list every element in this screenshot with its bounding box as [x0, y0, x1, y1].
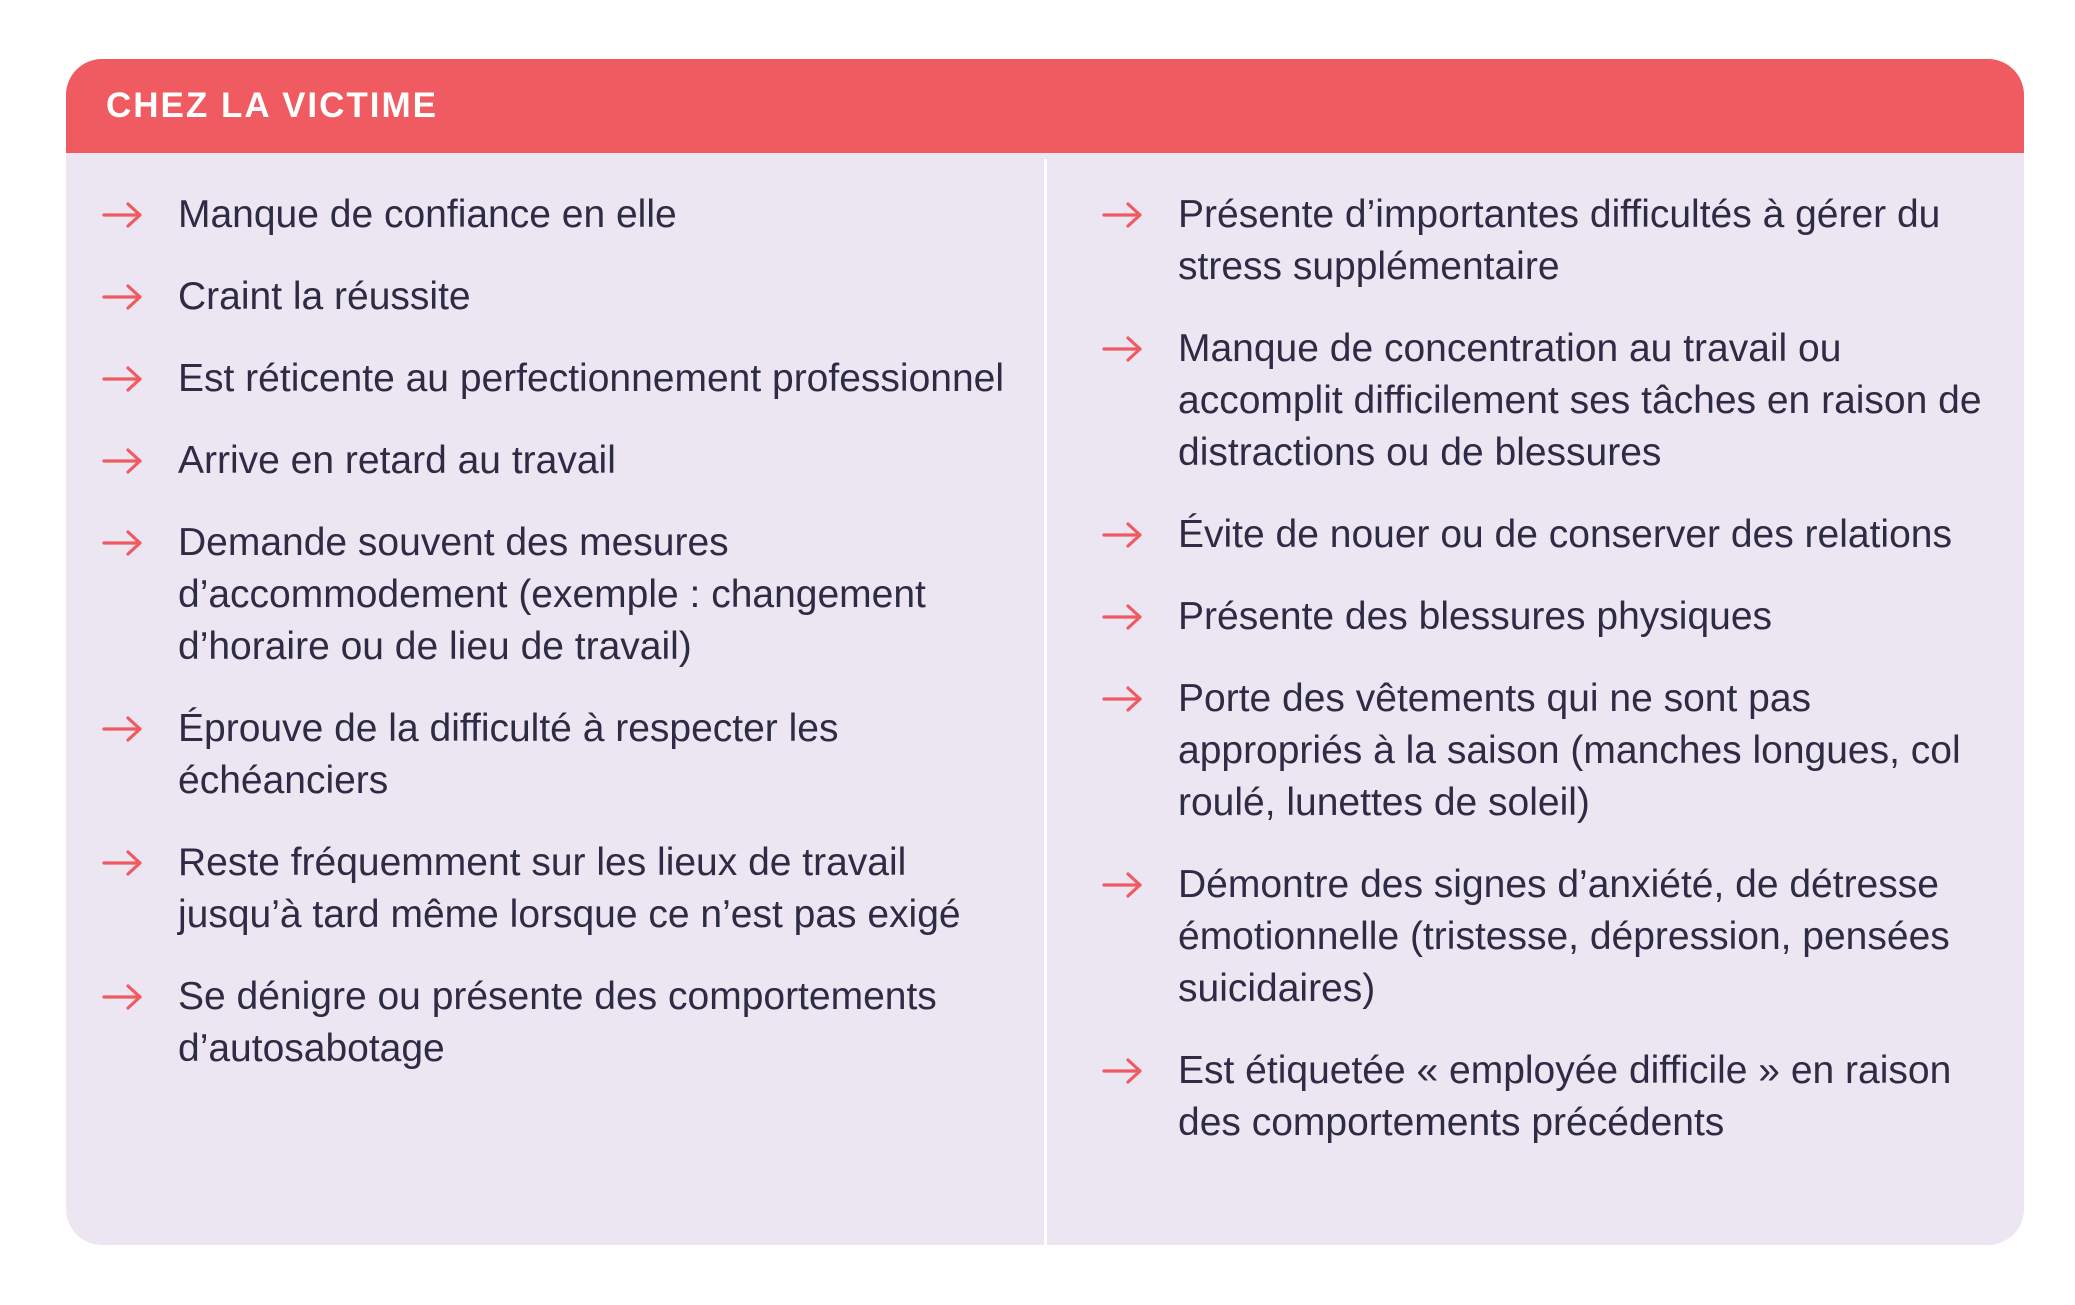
- arrow-right-icon: [1102, 1045, 1144, 1097]
- arrow-right-icon: [1102, 859, 1144, 911]
- list-item: [102, 517, 1024, 673]
- left-indicator-list: [102, 189, 1024, 1075]
- list-item-text: Manque de confiance en elle: [178, 193, 677, 236]
- list-item: [102, 837, 1024, 941]
- list-item-text: Manque de concentration au travail ou accomplit difficilement ses tâches en raison de distractions ou de blessures: [1178, 327, 1982, 474]
- arrow-right-icon: [102, 517, 144, 569]
- list-item-text: Présente des blessures physiques: [1178, 595, 1773, 638]
- list-item: [102, 971, 1024, 1075]
- arrow-right-icon: [102, 435, 144, 487]
- card-header: [66, 59, 2024, 153]
- arrow-right-icon: [1102, 509, 1144, 561]
- list-item: [1102, 591, 1994, 643]
- list-item-text: Présente d’importantes difficultés à gérer du stress supplémentaire: [1178, 193, 1941, 288]
- arrow-right-icon: [102, 971, 144, 1023]
- list-item: [1102, 509, 1994, 561]
- right-column: [1044, 153, 2024, 1245]
- list-item-text: Se dénigre ou présente des comportements d’autosabotage: [178, 975, 937, 1070]
- arrow-right-icon: [102, 271, 144, 323]
- list-item: [102, 189, 1024, 241]
- list-item-text: Est réticente au perfectionnement professionnel: [178, 357, 1004, 400]
- column-divider: [1044, 159, 1047, 1245]
- arrow-right-icon: [102, 703, 144, 755]
- left-column: [66, 153, 1044, 1245]
- list-item-text: Éprouve de la difficulté à respecter les échéanciers: [178, 707, 839, 802]
- card-title: CHEZ LA VICTIME: [106, 86, 439, 125]
- list-item: [102, 271, 1024, 323]
- arrow-right-icon: [102, 189, 144, 241]
- list-item-text: Demande souvent des mesures d’accommodement (exemple : changement d’horaire ou de lieu de travail): [178, 521, 926, 668]
- list-item: [1102, 323, 1994, 479]
- list-item-text: Reste fréquemment sur les lieux de travail jusqu’à tard même lorsque ce n’est pas exigé: [178, 841, 961, 936]
- arrow-right-icon: [1102, 673, 1144, 725]
- indicator-columns: [66, 153, 2024, 1245]
- arrow-right-icon: [1102, 189, 1144, 241]
- list-item: [1102, 1045, 1994, 1149]
- list-item-text: Porte des vêtements qui ne sont pas appropriés à la saison (manches longues, col roulé, lunettes de soleil): [1178, 677, 1961, 824]
- right-indicator-list: [1102, 189, 1994, 1149]
- list-item: [1102, 189, 1994, 293]
- list-item: [102, 353, 1024, 405]
- list-item-text: Démontre des signes d’anxiété, de détresse émotionnelle (tristesse, dépression, pensées suicidaires): [1178, 863, 1950, 1010]
- arrow-right-icon: [1102, 323, 1144, 375]
- list-item: [1102, 859, 1994, 1015]
- list-item-text: Évite de nouer ou de conserver des relations: [1178, 513, 1952, 556]
- arrow-right-icon: [102, 837, 144, 889]
- arrow-right-icon: [1102, 591, 1144, 643]
- arrow-right-icon: [102, 353, 144, 405]
- list-item-text: Arrive en retard au travail: [178, 439, 616, 482]
- list-item: [1102, 673, 1994, 829]
- list-item: [102, 435, 1024, 487]
- list-item-text: Est étiquetée « employée difficile » en raison des comportements précédents: [1178, 1049, 1952, 1144]
- list-item: [102, 703, 1024, 807]
- list-item-text: Craint la réussite: [178, 275, 471, 318]
- indicators-card: [66, 59, 2024, 1245]
